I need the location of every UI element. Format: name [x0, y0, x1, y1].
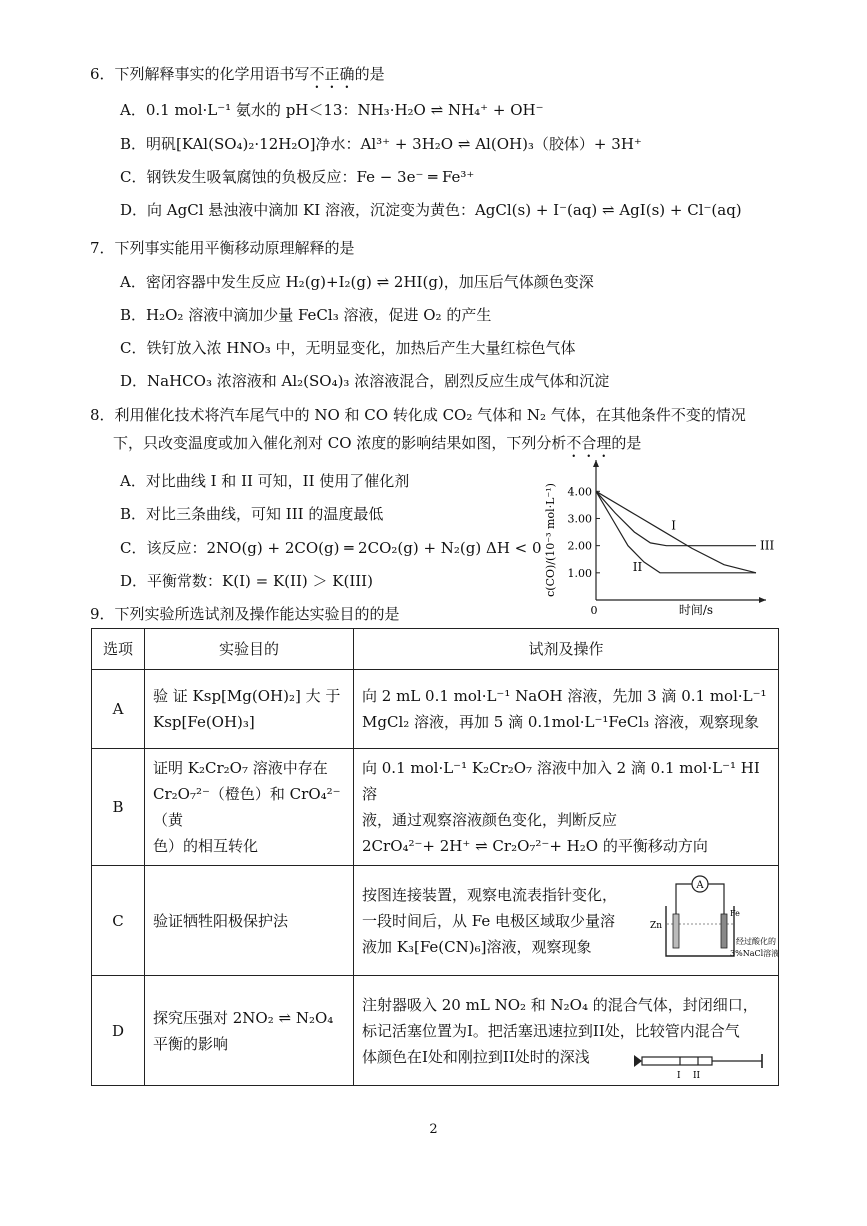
row-purpose-line: 验 证 Ksp[Mg(OH)₂] 大 于: [153, 687, 341, 705]
row-option: C: [92, 866, 145, 976]
row-operation: [354, 670, 779, 749]
table-row: [92, 749, 779, 866]
table-row: [92, 976, 779, 1086]
row-option: A: [92, 670, 145, 749]
q7-option-a: A．密闭容器中发生反应 H₂(g)+I₂(g) ⇌ 2HI(g)，加压后气体颜色变深: [120, 273, 594, 291]
q6-option-b: B．明矾[KAl(SO₄)₂·12H₂O]净水：Al³⁺ + 3H₂O ⇌ Al(OH)₃（胶体）+ 3H⁺: [120, 135, 642, 153]
row-operation-line: 液加 K₃[Fe(CN)₆]溶液，观察现象: [362, 937, 592, 956]
q6-stem: 6．下列解释事实的化学用语书写不正确的是: [90, 65, 385, 83]
q8-co-concentration-chart: [540, 452, 780, 622]
q8-stem-line2: 下，只改变温度或加入催化剂对 CO 浓度的影响结果如图，下列分析不合理的是: [113, 434, 642, 452]
mark-ii-label: II: [693, 1071, 701, 1081]
q8-option-b: B．对比三条曲线，可知 III 的温度最低: [120, 505, 384, 523]
q7-option-c: C．铁钉放入浓 HNO₃ 中，无明显变化，加热后产生大量红棕色气体: [120, 339, 576, 357]
row-operation-line: 体颜色在I处和刚拉到II处时的深浅: [362, 1047, 590, 1066]
row-purpose: [145, 976, 354, 1086]
zn-electrode-icon: [673, 914, 679, 948]
row-operation: [354, 749, 779, 866]
origin-label: 0: [590, 604, 598, 617]
series-label-II: II: [632, 559, 643, 574]
q7-option-b: B．H₂O₂ 溶液中滴加少量 FeCl₃ 溶液，促进 O₂ 的产生: [120, 306, 492, 324]
solution-note-2: 3%NaCl溶液: [730, 949, 780, 958]
y-axis-label: c(CO)/(10⁻³ mol·L⁻¹): [544, 483, 557, 597]
sealed-tip-icon: [634, 1055, 642, 1067]
series-line-II: [596, 491, 756, 573]
row-purpose: 验证牺牲阳极保护法: [145, 866, 354, 976]
fe-label: Fe: [730, 909, 740, 918]
table-header-purpose: 实验目的: [145, 629, 354, 670]
fe-electrode-icon: [721, 914, 727, 948]
syringe-figure: [632, 1049, 768, 1081]
row-purpose-line: 证明 K₂Cr₂O₇ 溶液中存在: [153, 759, 328, 777]
row-operation-line: 液，通过观察溶液颜色变化，判断反应: [362, 811, 618, 829]
zn-label: Zn: [650, 921, 663, 931]
row-purpose-line: Cr₂O₇²⁻（橙色）和 CrO₄²⁻（黄: [153, 785, 341, 829]
solution-note-1: 经过酸化的: [736, 937, 776, 946]
row-operation-line: 注射器吸入 20 mL NO₂ 和 N₂O₄ 的混合气体，封闭细口，: [362, 995, 758, 1014]
page-number: 2: [429, 1122, 438, 1137]
q8-option-c: C．该反应：2NO(g) + 2CO(g) ═ 2CO₂(g) + N₂(g) ΔH < 0: [120, 539, 542, 557]
q7-stem: 7．下列事实能用平衡移动原理解释的是: [90, 239, 355, 257]
q9-stem: 9．下列实验所选试剂及操作能达实验目的的是: [90, 605, 400, 623]
q9-experiment-table: [91, 628, 779, 1086]
row-purpose: [145, 749, 354, 866]
row-purpose-line: 平衡的影响: [153, 1034, 229, 1053]
row-purpose: [145, 670, 354, 749]
row-operation-line: 按图连接装置，观察电流表指针变化，: [362, 885, 618, 904]
row-purpose-line: 探究压强对 2NO₂ ⇌ N₂O₄: [153, 1008, 334, 1027]
row-purpose-line: Ksp[Fe(OH)₃]: [153, 713, 255, 731]
syringe-barrel-icon: [642, 1057, 712, 1065]
row-operation-line: 向 0.1 mol·L⁻¹ K₂Cr₂O₇ 溶液中加入 2 滴 0.1 mol·L⁻¹ HI 溶: [362, 759, 760, 803]
table-header-option: 选项: [92, 629, 145, 670]
q7-option-d: D．NaHCO₃ 浓溶液和 Al₂(SO₄)₃ 浓溶液混合，剧烈反应生成气体和沉淀: [120, 372, 610, 390]
row-operation-line: 向 2 mL 0.1 mol·L⁻¹ NaOH 溶液，先加 3 滴 0.1 mol·L⁻¹: [362, 687, 767, 705]
q6-option-a: A．0.1 mol·L⁻¹ 氨水的 pH＜13：NH₃·H₂O ⇌ NH₄⁺ + OH⁻: [120, 101, 544, 119]
x-axis-label: 时间/s: [678, 603, 714, 617]
y-tick-label: 2.00: [567, 539, 592, 553]
q6-option-c: C．钢铁发生吸氧腐蚀的负极反应：Fe − 3e⁻ ═ Fe³⁺: [120, 168, 475, 186]
y-tick-label: 4.00: [567, 485, 592, 499]
y-axis-arrow-icon: [593, 460, 599, 467]
row-operation-line: 标记活塞位置为I。把活塞迅速拉到II处，比较管内混合气: [362, 1021, 740, 1040]
y-tick-label: 1.00: [567, 566, 592, 580]
row-operation: [354, 976, 779, 1086]
ammeter-label: A: [696, 880, 704, 891]
row-operation: [354, 866, 779, 976]
row-option: B: [92, 749, 145, 866]
series-label-III: III: [760, 538, 775, 553]
q8-option-d: D．平衡常数：K(I) = K(II) ＞ K(III): [120, 572, 373, 590]
mark-i-label: I: [677, 1071, 681, 1081]
row-operation-line: 2CrO₄²⁻+ 2H⁺ ⇌ Cr₂O₇²⁻+ H₂O 的平衡移动方向: [362, 837, 708, 855]
row-operation-line: MgCl₂ 溶液，再加 5 滴 0.1mol·L⁻¹FeCl₃ 溶液，观察现象: [362, 713, 759, 731]
table-header-operation: 试剂及操作: [354, 629, 779, 670]
row-purpose-line: 色）的相互转化: [153, 837, 259, 855]
table-row: [92, 866, 779, 976]
series-label-I: I: [671, 518, 676, 533]
q6-option-d: D．向 AgCl 悬浊液中滴加 KI 溶液，沉淀变为黄色：AgCl(s) + I⁻(aq) ⇌ AgI(s) + Cl⁻(aq): [120, 201, 742, 219]
x-axis-arrow-icon: [759, 597, 766, 603]
series-line-III: [596, 491, 756, 545]
table-row: [92, 670, 779, 749]
y-tick-label: 3.00: [567, 512, 592, 526]
q8-stem-line1: 8．利用催化技术将汽车尾气中的 NO 和 CO 转化成 CO₂ 气体和 N₂ 气体，在其他条件不变的情况: [90, 406, 746, 424]
table-header-row: [92, 629, 779, 670]
q8-option-a: A．对比曲线 I 和 II 可知，II 使用了催化剂: [120, 472, 410, 490]
electrochemical-cell-figure: [648, 872, 780, 968]
row-operation-line: 一段时间后，从 Fe 电极区域取少量溶: [362, 911, 616, 930]
row-option: D: [92, 976, 145, 1086]
